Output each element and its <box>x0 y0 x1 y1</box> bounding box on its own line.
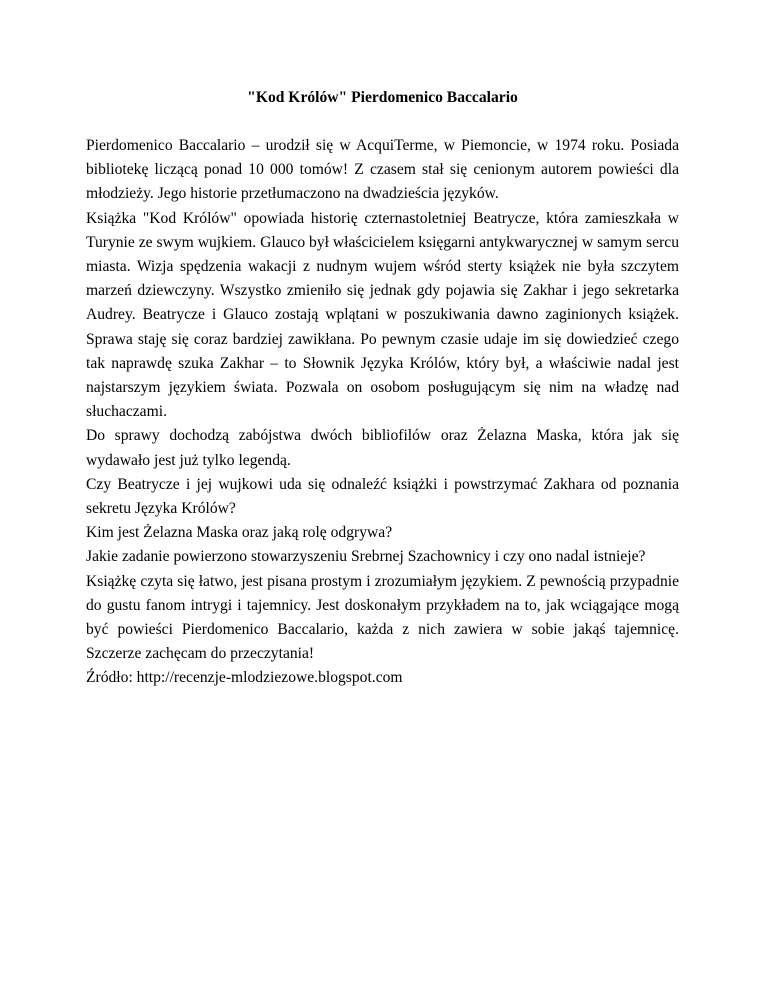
paragraph-question-3: Jakie zadanie powierzono stowarzyszeniu Srebrnej Szachownicy i czy ono nadal istnieje? <box>86 548 646 566</box>
paragraph-author-bio: Pierdomenico Baccalario – urodził się w AcquiTerme, w Piemoncie, w 1974 roku. Posiada bibliotekę liczącą ponad 10 000 tomów! Z czasem stał się cenionym autorem powieści dla młodzieży. Jego historie przetłumaczono na dwadzieścia języków. <box>86 137 679 203</box>
paragraph-opinion: Książkę czyta się łatwo, jest pisana prostym i zrozumiałym językiem. Z pewnością przypadnie do gustu fanom intrygi i tajemnicy. Jest doskonałym przykładem na to, jak wciągające mogą być powieści Pierdomenico Baccalario, każda z nich zawiera w sobie jakąś tajemnicę. Szczerze zachęcam do przeczytania! <box>86 572 679 663</box>
paragraph-plot: Książka "Kod Królów" opowiada historię czternastoletniej Beatrycze, która zamieszkała w Turynie ze swym wujkiem. Glauco był właścicielem księgarni antykwarycznej w samym sercu miasta. Wizja spędzenia wakacji z nudnym wujem wśród sterty książek nie była szczytem marzeń dziewczyny. Wszystko zmieniło się jednak gdy pojawia się Zakhar i jego sekretarka Audrey. Beatrycze i Glauco zostają wplątani w poszukiwania dawno zaginionych książek. Sprawa staję się coraz bardziej zawikłana. Po pewnym czasie udaje im się dowiedzieć czego tak naprawdę szuka Zakhar – to Słownik Języka Królów, który był, a właściwie nadal jest najstarszym językiem świata. Pozwala on osobom posługującym się nim na władzę nad słuchaczami. <box>86 209 679 421</box>
paragraph-murders: Do sprawy dochodzą zabójstwa dwóch bibliofilów oraz Żelazna Maska, która jak się wydawało jest już tylko legendą. <box>86 427 679 469</box>
paragraph-question-1: Czy Beatrycze i jej wujkowi uda się odnaleźć książki i powstrzymać Zakhara od poznania sekretu Języka Królów? <box>86 475 679 518</box>
paragraph-source: Źródło: http://recenzje-mlodziezowe.blogspot.com <box>86 669 403 687</box>
document-page <box>86 86 679 691</box>
paragraph-question-2: Kim jest Żelazna Maska oraz jaką rolę odgrywa? <box>86 524 393 542</box>
document-title: "Kod Królów" Pierdomenico Baccalario <box>247 89 518 106</box>
